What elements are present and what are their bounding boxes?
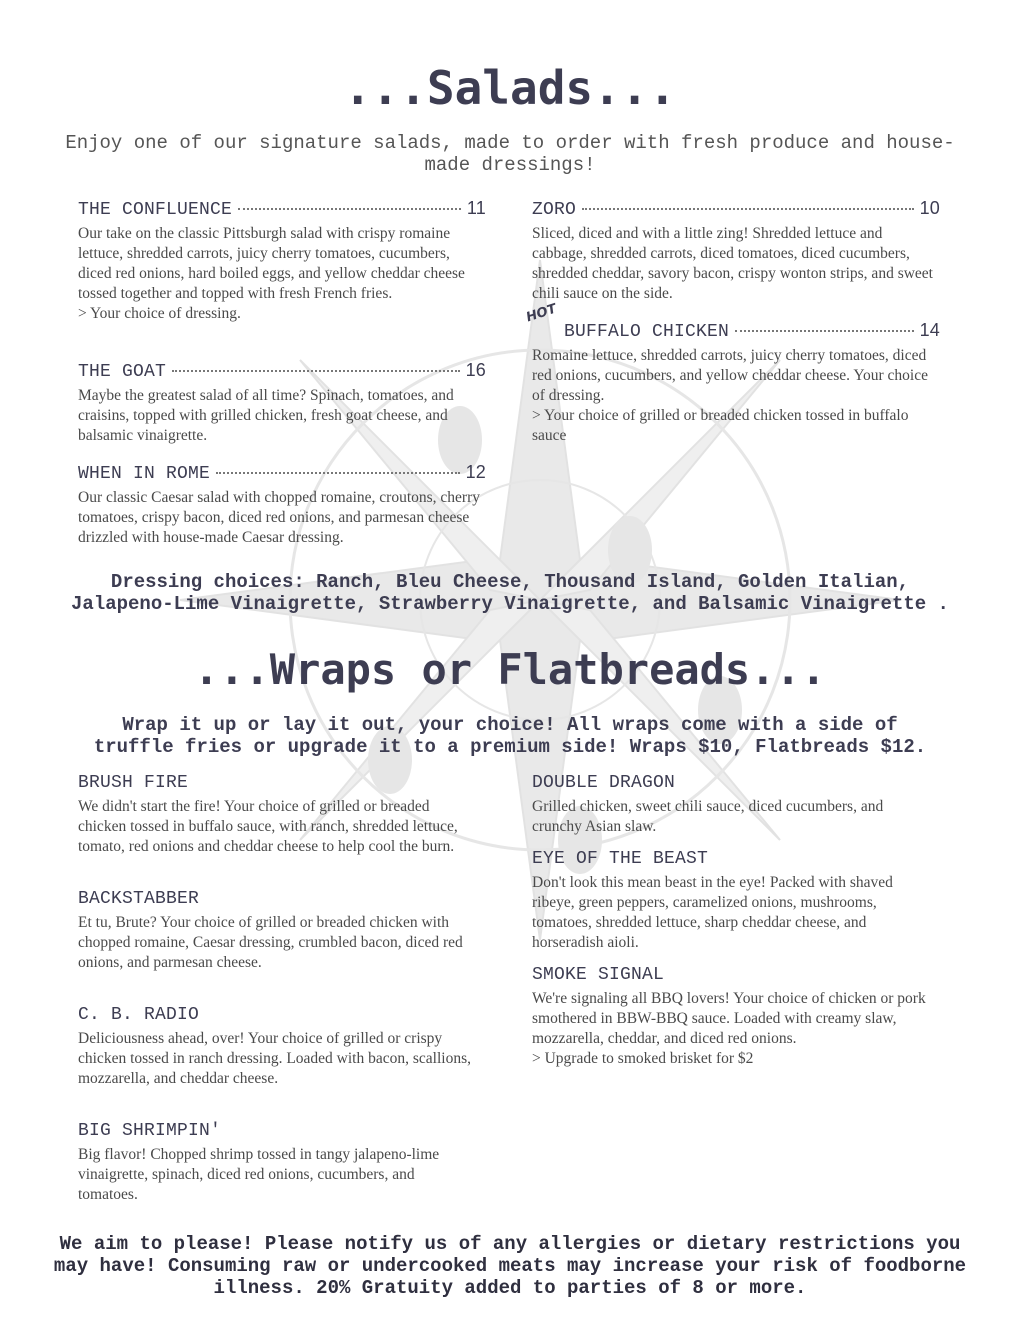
item-name: WHEN IN ROME: [78, 464, 211, 484]
dot-leader: [216, 472, 460, 474]
wraps-title: ...Wraps or Flatbreads...: [193, 645, 827, 694]
salads-intro: Enjoy one of our signature salads, made to order with fresh produce and house-made dressings!: [65, 132, 955, 176]
dot-leader: [582, 208, 914, 210]
item-name: BRUSH FIRE: [78, 773, 189, 793]
item-name: SMOKE SIGNAL: [532, 965, 665, 985]
item-description: Big flavor! Chopped shrimp tossed in tangy jalapeno-lime vinaigrette, spinach, diced red onions, cucumbers, and tomatoes.: [78, 1146, 440, 1203]
menu-item-cb-radio: [78, 1005, 478, 1089]
item-name: C. B. RADIO: [78, 1005, 200, 1025]
item-description: Deliciousness ahead, over! Your choice of grilled or crispy chicken tossed in ranch dressing. Loaded with bacon, scallions, mozzarella, and cheddar cheese.: [78, 1030, 471, 1087]
item-name: THE GOAT: [78, 362, 167, 382]
item-name: DOUBLE DRAGON: [532, 773, 676, 793]
item-description: Et tu, Brute? Your choice of grilled or breaded chicken with chopped romaine, Caesar dressing, crumbled bacon, diced red onions, and parmesan cheese.: [78, 914, 463, 971]
item-price: 12: [465, 462, 486, 482]
item-name: BACKSTABBER: [78, 889, 200, 909]
item-name: BUFFALO CHICKEN: [564, 322, 730, 342]
item-price: 16: [465, 360, 486, 380]
item-description: Our take on the classic Pittsburgh salad with crispy romaine lettuce, shredded carrots, juicy cherry tomatoes, cucumbers, diced red onions, hard boiled eggs, and yellow cheddar cheese tossed together and topped with fresh French fries.: [78, 225, 465, 302]
menu-item-brush-fire: [78, 773, 478, 857]
dressing-choices: Dressing choices: Ranch, Bleu Cheese, Thousand Island, Golden Italian, Jalapeno-Lime Vinaigrette, Strawberry Vinaigrette, and Balsamic Vinaigrette .: [71, 571, 949, 615]
menu-item-backstabber: [78, 889, 478, 973]
item-note: > Upgrade to smoked brisket for $2: [532, 1050, 754, 1067]
menu-item-smoke-signal: [532, 965, 932, 1069]
item-name: ZORO: [532, 200, 577, 220]
item-description: Grilled chicken, sweet chili sauce, diced cucumbers, and crunchy Asian slaw.: [532, 798, 884, 835]
item-description: Sliced, diced and with a little zing! Shredded lettuce and cabbage, shredded carrots, diced tomatoes, diced cucumbers, shredded cheddar, savory bacon, crispy wonton strips, and sweet chili sauce on the side.: [532, 225, 933, 302]
item-note: > Your choice of dressing.: [78, 305, 241, 322]
menu-item-big-shrimpin: [78, 1121, 478, 1205]
item-description: We're signaling all BBQ lovers! Your choice of chicken or pork smothered in BBW-BBQ sauce. Loaded with creamy slaw, mozzarella, cheddar, and diced red onions.: [532, 990, 926, 1047]
item-price: 10: [919, 198, 940, 218]
dot-leader: [735, 330, 914, 332]
menu-item-the-confluence: [78, 198, 486, 324]
item-description: Our classic Caesar salad with chopped romaine, croutons, cherry tomatoes, crispy bacon, diced red onions, and parmesan cheese drizzled with house-made Caesar dressing.: [78, 489, 481, 546]
salads-title: ...Salads...: [343, 61, 677, 115]
dot-leader: [238, 208, 461, 210]
menu-item-when-in-rome: [78, 462, 486, 548]
menu-item-zoro: [532, 198, 940, 304]
item-name: THE CONFLUENCE: [78, 200, 233, 220]
item-price: 14: [919, 320, 940, 340]
wraps-intro: Wrap it up or lay it out, your choice! All wraps come with a side of truffle fries or upgrade it to a premium side! Wraps $10, Flatbreads $12.: [93, 714, 927, 758]
item-name: BIG SHRIMPIN': [78, 1121, 222, 1141]
hot-badge: HOT: [524, 301, 559, 326]
menu-item-the-goat: [78, 360, 486, 446]
item-description: We didn't start the fire! Your choice of grilled or breaded chicken tossed in buffalo sauce, with ranch, shredded lettuce, tomato, red onions and cheddar cheese to help cool the burn.: [78, 798, 458, 855]
item-description: Don't look this mean beast in the eye! Packed with shaved ribeye, green peppers, caramelized onions, mushrooms, tomatoes, shredded lettuce, sharp cheddar cheese, and horseradish aioli.: [532, 874, 893, 951]
menu-item-eye-of-the-beast: [532, 849, 932, 953]
item-description: Romaine lettuce, shredded carrots, juicy cherry tomatoes, diced red onions, cucumbers, and yellow cheddar cheese. Your choice of dressing.: [532, 347, 928, 404]
dot-leader: [172, 370, 460, 372]
item-price: 11: [466, 198, 486, 218]
item-name: EYE OF THE BEAST: [532, 849, 709, 869]
menu-item-double-dragon: [532, 773, 932, 837]
menu-item-buffalo-chicken: [524, 301, 940, 446]
allergy-notice: We aim to please! Please notify us of any allergies or dietary restrictions you may have! Consuming raw or undercooked meats may increase your risk of foodborne illness. 20% Gratuity added to parties of 8 or more.: [53, 1233, 967, 1299]
item-note: > Your choice of grilled or breaded chicken tossed in buffalo sauce: [532, 407, 909, 444]
item-description: Maybe the greatest salad of all time? Spinach, tomatoes, and craisins, topped with grilled chicken, fresh goat cheese, and balsamic vinaigrette.: [78, 387, 454, 444]
